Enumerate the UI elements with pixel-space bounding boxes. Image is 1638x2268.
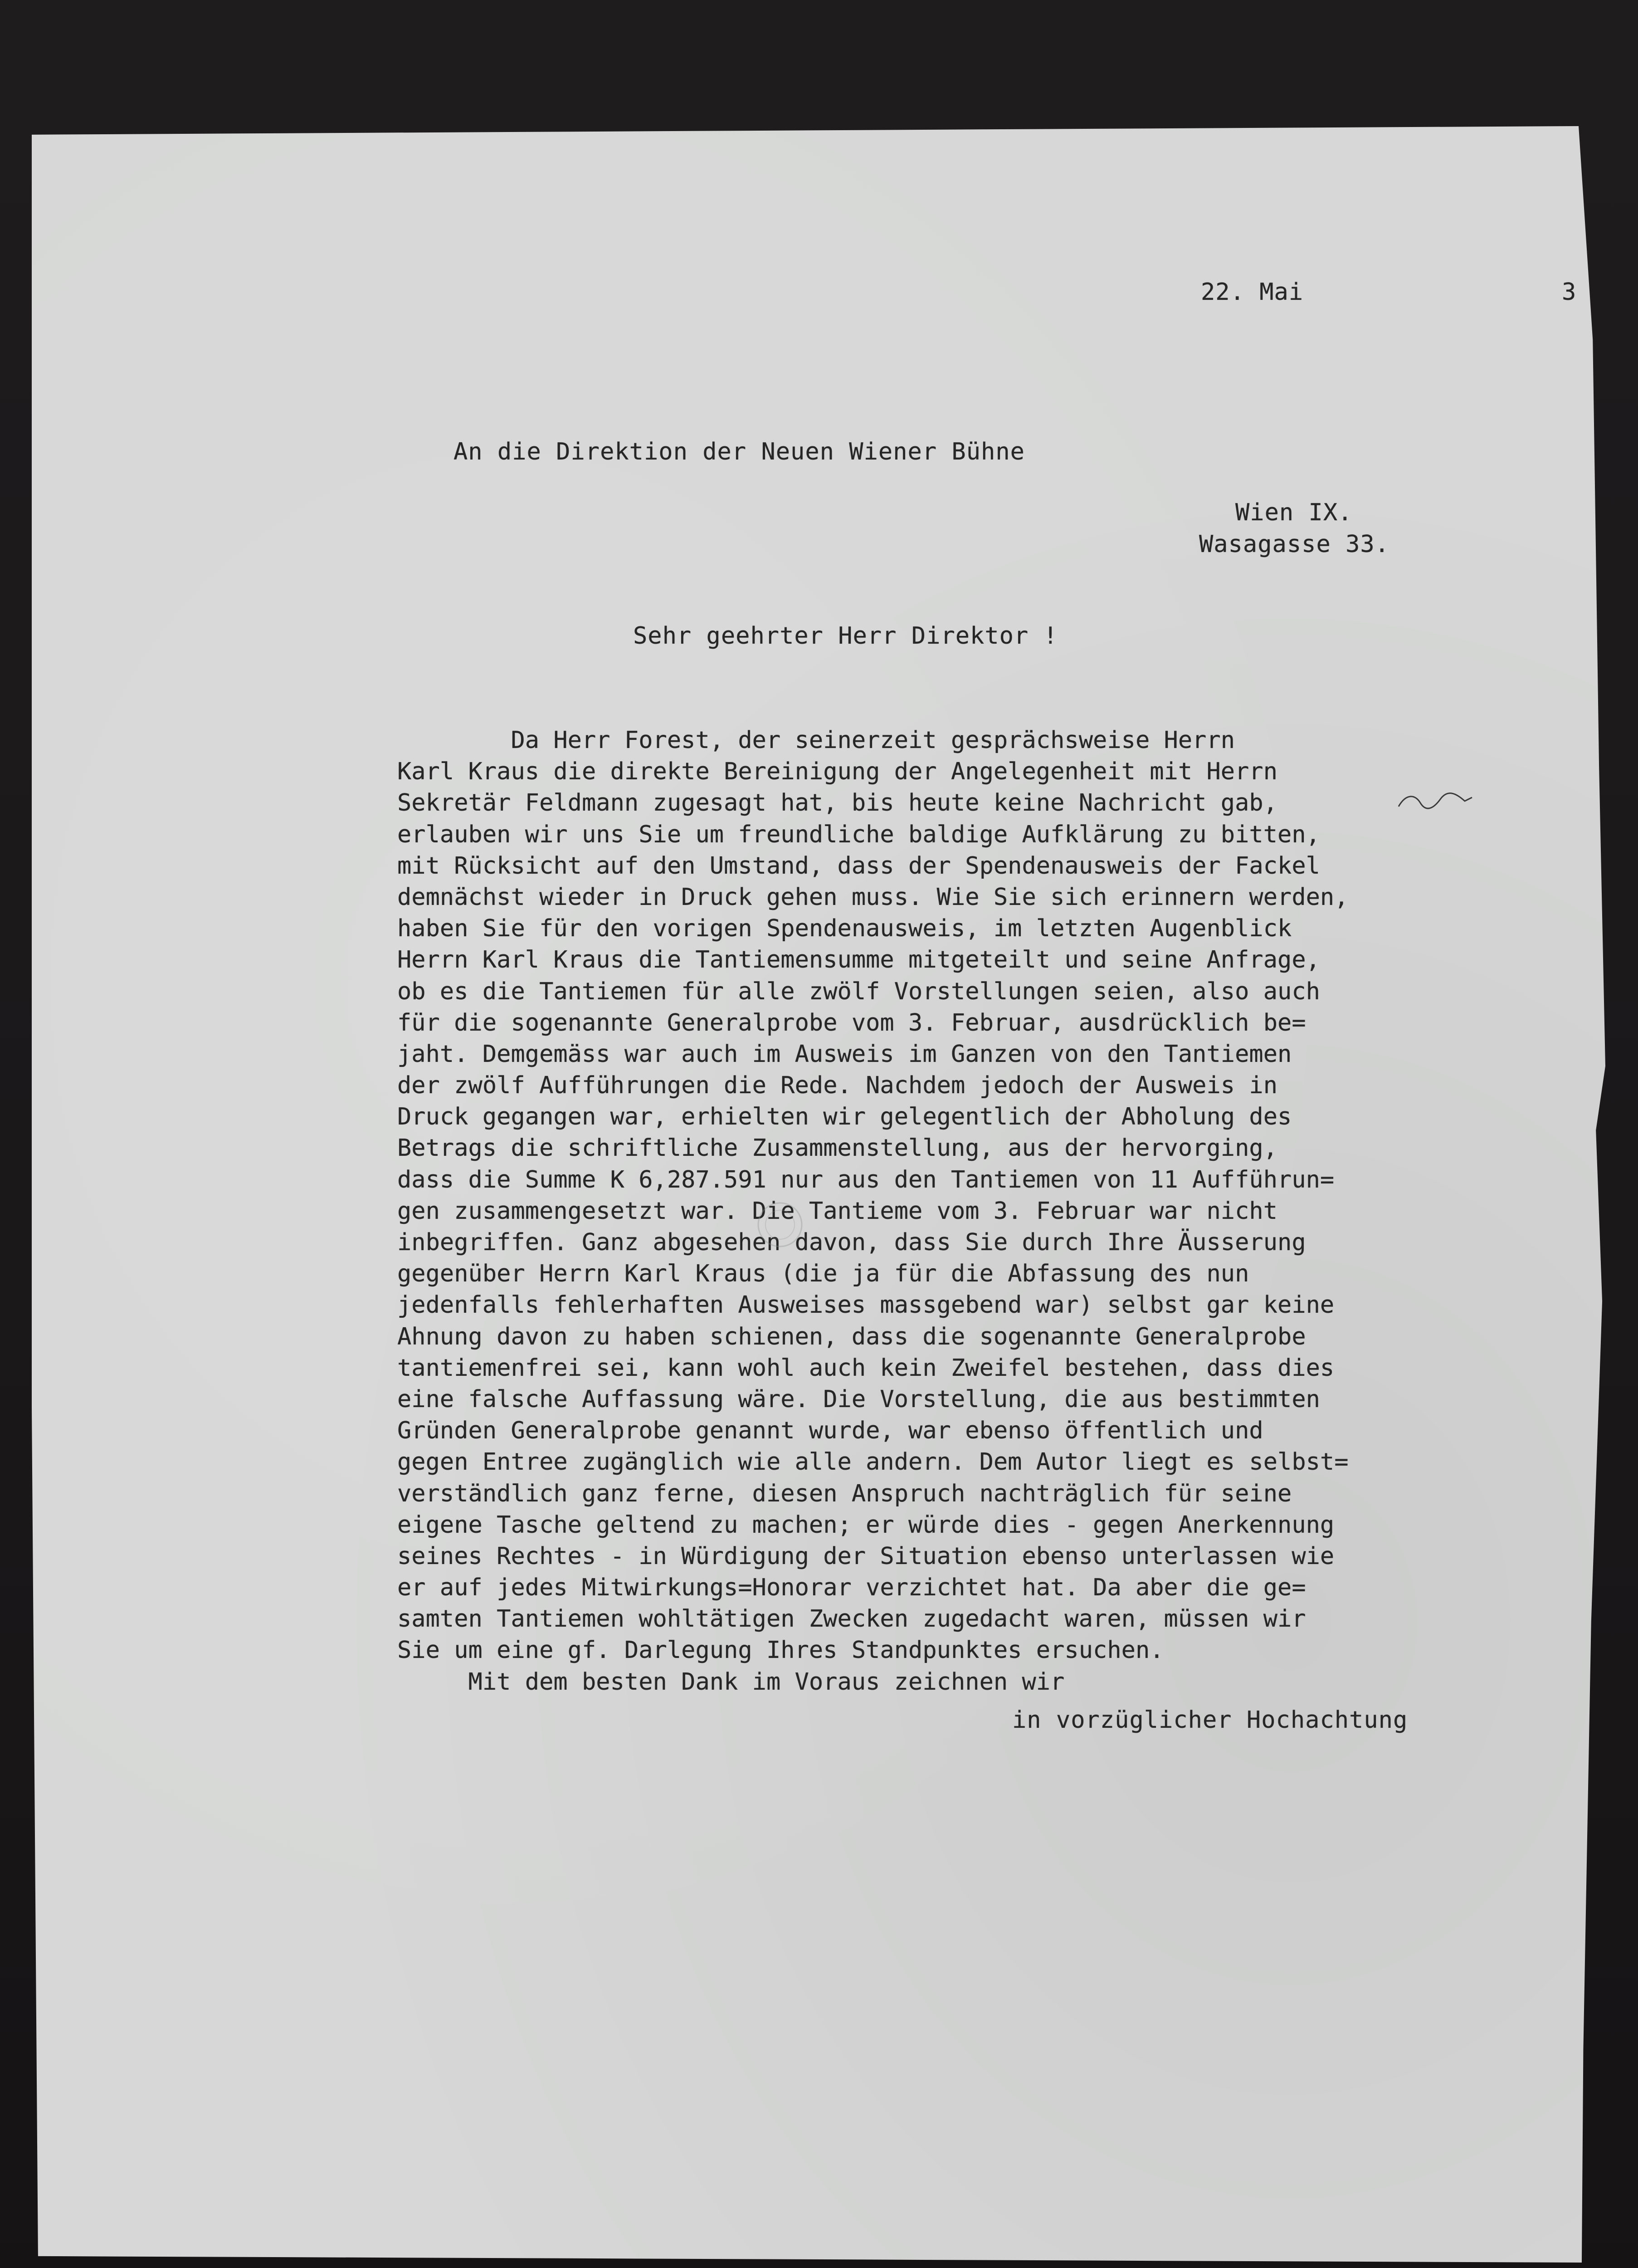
- body-line: Druck gegangen war, erhielten wir gelegentlich der Abholung des: [397, 1103, 1292, 1131]
- body-line: Karl Kraus die direkte Bereinigung der Angelegenheit mit Herrn: [397, 758, 1278, 786]
- body-line: Mit dem besten Dank im Voraus zeichnen wir: [397, 1668, 1065, 1696]
- body-line: gegen Entree zugänglich wie alle andern. Dem Autor liegt es selbst=: [397, 1448, 1349, 1476]
- body-line: erlauben wir uns Sie um freundliche baldige Aufklärung zu bitten,: [397, 821, 1320, 848]
- body-line: Betrags die schriftliche Zusammenstellung, aus der hervorging,: [397, 1134, 1278, 1162]
- handwritten-insertion-mark: [1397, 789, 1474, 812]
- body-line: tantiemenfrei sei, kann wohl auch kein Zweifel bestehen, dass dies: [397, 1354, 1335, 1382]
- faint-stamp-mark: [753, 1198, 807, 1252]
- body-line: Ahnung davon zu haben schienen, dass die sogenannte Generalprobe: [397, 1323, 1306, 1350]
- body-line: ob es die Tantiemen für alle zwölf Vorstellungen seien, also auch: [397, 978, 1320, 1005]
- body-line: Da Herr Forest, der seinerzeit gesprächsweise Herrn: [397, 727, 1235, 754]
- date-line: 22. Mai: [1201, 279, 1304, 306]
- recipient-street: Wasagasse 33.: [1199, 531, 1389, 558]
- recipient-city: Wien IX.: [1235, 499, 1353, 526]
- body-line: samten Tantiemen wohltätigen Zwecken zugedacht waren, müssen wir: [397, 1605, 1306, 1633]
- body-line: seines Rechtes - in Würdigung der Situation ebenso unterlassen wie: [397, 1542, 1335, 1570]
- salutation: Sehr geehrter Herr Direktor !: [633, 622, 1058, 650]
- body-line: gegenüber Herrn Karl Kraus (die ja für die Abfassung des nun: [397, 1260, 1249, 1288]
- body-line: Gründen Generalprobe genannt wurde, war ebenso öffentlich und: [397, 1417, 1263, 1445]
- closing-line: in vorzüglicher Hochachtung: [1012, 1706, 1408, 1734]
- body-line: Sie um eine gf. Darlegung Ihres Standpunktes ersuchen.: [397, 1637, 1164, 1664]
- body-line: inbegriffen. Ganz abgesehen davon, dass Sie durch Ihre Äusserung: [397, 1229, 1306, 1256]
- body-line: er auf jedes Mitwirkungs=Honorar verzichtet hat. Da aber die ge=: [397, 1574, 1306, 1602]
- body-line: gen zusammengesetzt war. Die Tantieme vom 3. Februar war nicht: [397, 1197, 1278, 1225]
- body-line: eigene Tasche geltend zu machen; er würde dies - gegen Anerkennung: [397, 1511, 1335, 1539]
- body-line: der zwölf Aufführungen die Rede. Nachdem jedoch der Ausweis in: [397, 1072, 1278, 1100]
- body-line: jaht. Demgemäss war auch im Ausweis im Ganzen von den Tantiemen: [397, 1040, 1292, 1068]
- body-line: mit Rücksicht auf den Umstand, dass der Spendenausweis der Fackel: [397, 852, 1320, 880]
- body-line: verständlich ganz ferne, diesen Anspruch nachträglich für seine: [397, 1480, 1292, 1507]
- body-line: jedenfalls fehlerhaften Ausweises massgebend war) selbst gar keine: [397, 1291, 1335, 1319]
- body-line: für die sogenannte Generalprobe vom 3. Februar, ausdrücklich be=: [397, 1009, 1306, 1036]
- body-line: haben Sie für den vorigen Spendenausweis, im letzten Augenblick: [397, 915, 1292, 943]
- page-number: 3: [1562, 279, 1577, 306]
- body-line: dass die Summe K 6,287.591 nur aus den Tantiemen von 11 Aufführun=: [397, 1166, 1335, 1193]
- body-line: eine falsche Auffassung wäre. Die Vorstellung, die aus bestimmten: [397, 1385, 1320, 1413]
- body-line: Herrn Karl Kraus die Tantiemensumme mitgeteilt und seine Anfrage,: [397, 946, 1320, 974]
- recipient-line: An die Direktion der Neuen Wiener Bühne: [453, 438, 1025, 465]
- letter-body: [397, 726, 1622, 1699]
- body-line: demnächst wieder in Druck gehen muss. Wie Sie sich erinnern werden,: [397, 883, 1349, 911]
- body-line: Sekretär Feldmann zugesagt hat, bis heute keine Nachricht gab,: [397, 789, 1278, 817]
